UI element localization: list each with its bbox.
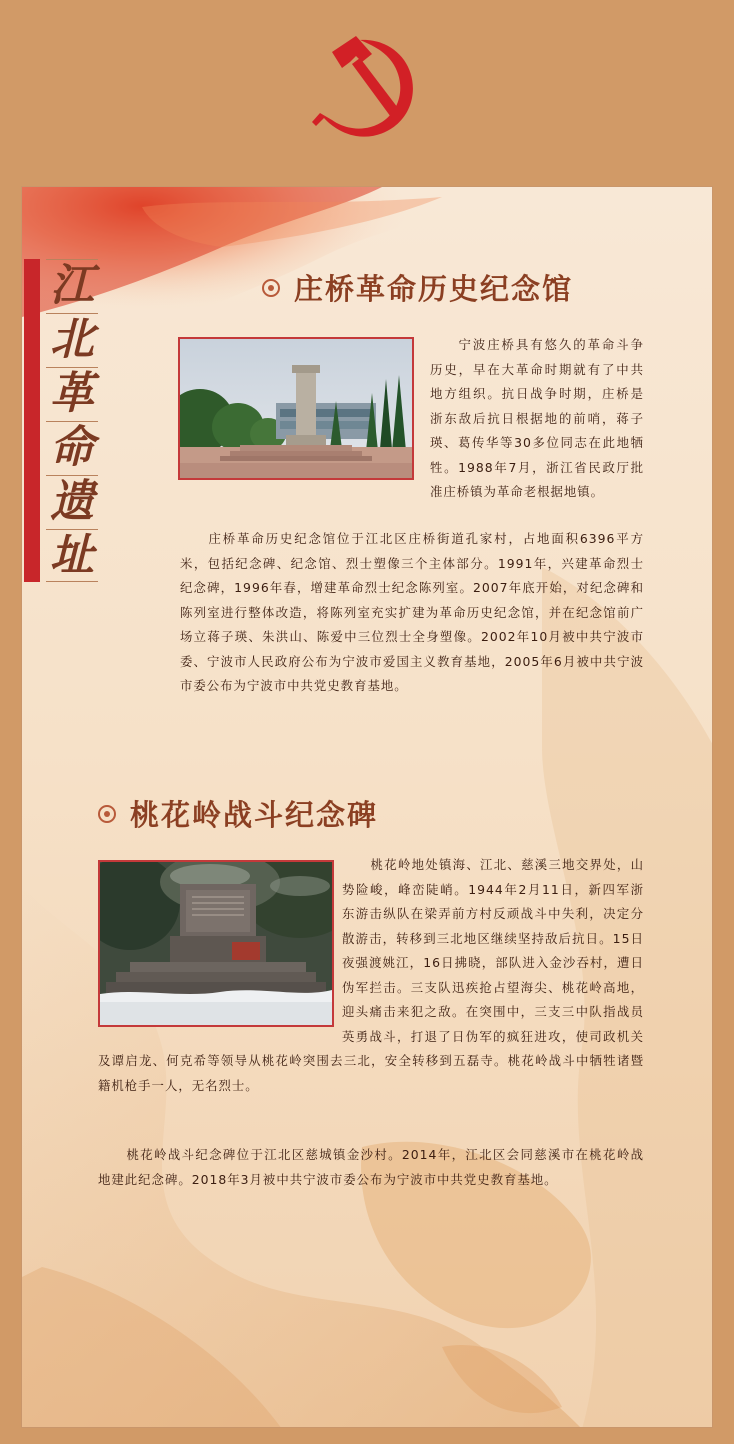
title-char: 遗 — [50, 476, 94, 527]
title-red-bar — [24, 259, 40, 582]
exhibit-board — [21, 186, 713, 1428]
section1-paragraph-1: 宁波庄桥具有悠久的革命斗争历史，早在大革命时期就有了中共地方组织。抗日战争时期，庄桥是浙东敌后抗日根据地的前哨，蒋子瑛、葛传华等30多位同志在此地牺牲。1988年7月，浙江省民政厅批准庄桥镇为革命老根据地镇。 — [430, 337, 644, 499]
memorial-monument-photo — [180, 339, 412, 478]
title-char: 革 — [50, 368, 94, 419]
hammer-sickle-icon — [312, 32, 422, 144]
vertical-title — [22, 259, 98, 582]
section2-paragraph-1-text: 桃花岭地处镇海、江北、慈溪三地交界处，山势险峻，峰峦陡峭。1944年2月11日，新四军浙东游击纵队在梁弄前方村反顽战斗中失利，决定分散游击，转移到三北地区继续坚持敌后抗日。15日夜强渡姚江，16日拂晓，部队进入金沙吞村，遭日伪军拦击。三支队迅疾抢占望海尖、桃花岭高地，迎头痛击来犯之敌。在突围中，三支三中队指战员英勇战斗，打退了日伪军的疯狂进攻，使司政机关及谭启龙、何克希等领导从桃花岭突围去三北，安全转移到五磊寺。桃花岭战斗中牺牲诸暨籍机枪手一人，无名烈士。 — [98, 857, 644, 1093]
section2-heading — [98, 795, 518, 835]
bullet-circle-icon — [262, 279, 280, 297]
section1-heading — [262, 269, 692, 309]
photo-wrap-spacer — [98, 853, 342, 1027]
section1-paragraph-2: 庄桥革命历史纪念馆位于江北区庄桥街道孔家村，占地面积6396平方米，包括纪念碑、纪念馆、烈士塑像三个主体部分。1991年，兴建革命烈士纪念碑，1996年春，增建革命烈士纪念陈列室。2007年底开始，对纪念碑和陈列室进行整体改造，将陈列室充实扩建为革命历史纪念馆，并在纪念馆前广场立蒋子瑛、朱洪山、陈爱中三位烈士全身塑像。2002年10月被中共宁波市委、宁波市人民政府公布为宁波市爱国主义教育基地，2005年6月被中共宁波市委公布为宁波市中共党史教育基地。 — [180, 531, 644, 693]
title-divider — [46, 581, 98, 582]
section1-photo — [178, 337, 414, 480]
bullet-circle-icon — [98, 805, 116, 823]
section2-paragraph-1 — [98, 853, 644, 1098]
title-char: 北 — [50, 314, 94, 365]
title-char: 命 — [50, 422, 94, 473]
section1-title: 庄桥革命历史纪念馆 — [294, 272, 574, 306]
section2-paragraph-2: 桃花岭战斗纪念碑位于江北区慈城镇金沙村。2014年，江北区会同慈溪市在桃花岭战地建此纪念碑。2018年3月被中共宁波市委公布为宁波市中共党史教育基地。 — [98, 1147, 644, 1187]
section2-title: 桃花岭战斗纪念碑 — [130, 798, 379, 832]
title-char: 址 — [50, 530, 94, 581]
title-char: 江 — [50, 260, 94, 311]
